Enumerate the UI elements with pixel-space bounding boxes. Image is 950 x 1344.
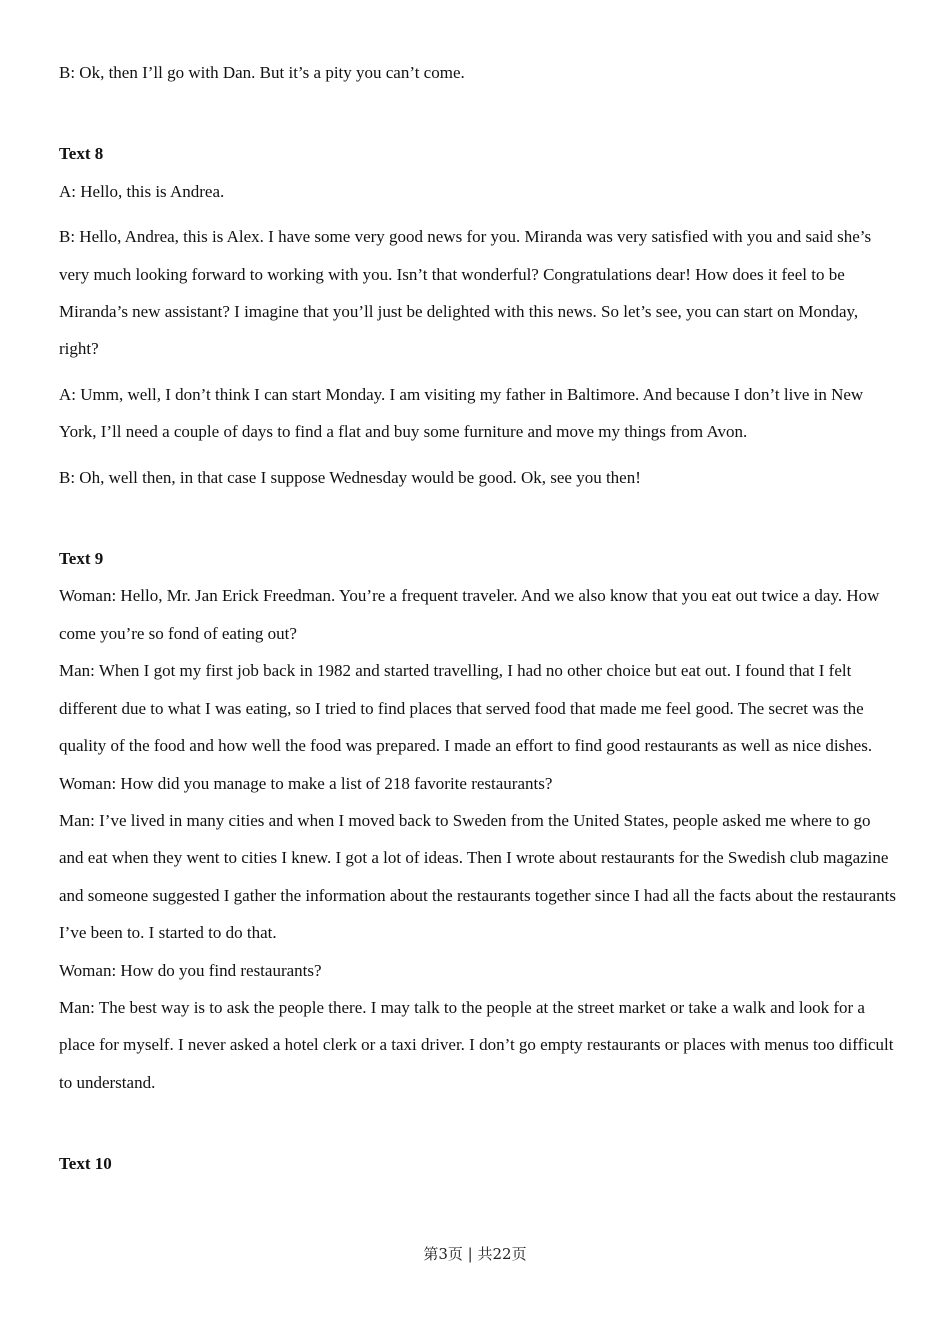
dialogue-line: B: Hello, Andrea, this is Alex. I have some very good news for you. Miranda was very satisfied with you and said she’s very much looking forward to working with you. Isn’t that wonderful? Congratulations dear! How does it feel to be Miranda’s new assistant? I imagine that you’ll just be delighted with this news. So let’s see, you can start on Monday, right? xyxy=(59,227,872,359)
section-heading-text-8: Text 8 xyxy=(59,144,104,164)
section-spacer xyxy=(59,1101,899,1145)
dialogue-line: Woman: How did you manage to make a list of 218 favorite restaurants? xyxy=(59,773,553,793)
section-heading-text-10: Text 10 xyxy=(59,1154,112,1174)
dialogue-line: Man: The best way is to ask the people there. I may talk to the people at the street market or take a walk and look for a place for myself. I never asked a hotel clerk or a taxi driver. I don’t go empty restaurants or places with menus too difficult to understand. xyxy=(59,997,894,1092)
dialogue-line: A: Umm, well, I don’t think I can start Monday. I am visiting my father in Baltimore. And because I don’t live in New York, I’ll need a couple of days to find a flat and buy some furniture and move my things from Avon. xyxy=(59,384,864,442)
dialogue-line: Woman: How do you find restaurants? xyxy=(59,960,322,980)
dialogue-line: Man: When I got my first job back in 1982 and started travelling, I had no other choice but eat out. I found that I felt different due to what I was eating, so I tried to find places that served food that made me feel good. The secret was the quality of the food and how well the food was prepared. I made an effort to find good restaurants as well as nice dishes. xyxy=(59,661,873,756)
page-number-footer: 第3页 | 共22页 xyxy=(423,1245,527,1263)
dialogue-line: B: Oh, well then, in that case I suppose Wednesday would be good. Ok, see you then! xyxy=(59,467,641,487)
dialogue-line: Man: I’ve lived in many cities and when I moved back to Sweden from the United States, people asked me where to go and eat when they went to cities I knew. I got a lot of ideas. Then I wrote about restaurants for the Swedish club magazine and someone suggested I gather the information about the restaurants together since I had all the facts about the restaurants I’ve been to. I started to do that. xyxy=(59,810,896,943)
section-spacer xyxy=(59,91,899,135)
dialogue-line: A: Hello, this is Andrea. xyxy=(59,181,225,201)
dialogue-line: B: Ok, then I’ll go with Dan. But it’s a pity you can’t come. xyxy=(59,63,465,82)
dialogue-line: Woman: Hello, Mr. Jan Erick Freedman. You’re a frequent traveler. And we also know that you eat out twice a day. How come you’re so fond of eating out? xyxy=(59,586,880,643)
document-page xyxy=(59,54,899,1183)
section-spacer xyxy=(59,496,899,540)
section-heading-text-9: Text 9 xyxy=(59,549,104,569)
